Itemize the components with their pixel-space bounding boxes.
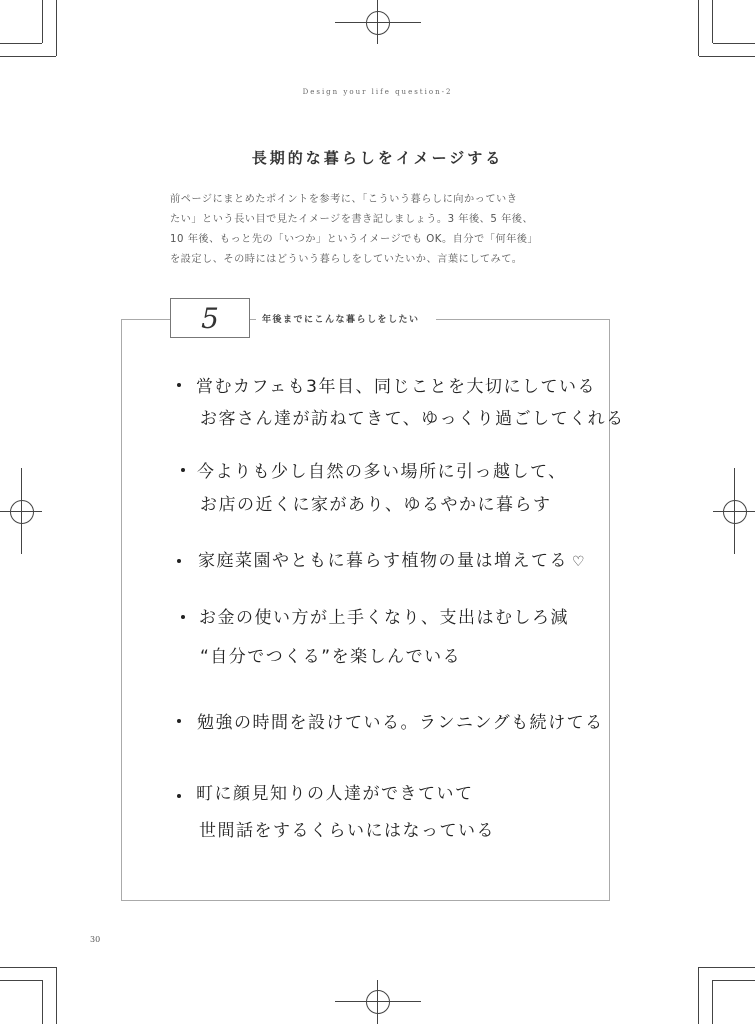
bullet-icon	[177, 383, 181, 387]
entry-line: お店の近くに家があり、ゆるやかに暮らす	[200, 495, 552, 515]
crop-mark	[42, 980, 43, 1024]
entry-line: 勉強の時間を設けている。ランニングも続けてる	[197, 713, 604, 733]
crop-mark	[0, 980, 42, 981]
registration-mark	[10, 500, 34, 524]
crop-mark	[712, 0, 713, 43]
bullet-icon	[177, 719, 181, 723]
entry-line: 営むカフェも3年目、同じことを大切にしている	[196, 377, 596, 397]
bullet-icon	[177, 794, 181, 798]
entry-line: 町に顔見知りの人達ができていて	[196, 784, 474, 804]
crop-mark	[699, 56, 755, 57]
running-head: Design your life question-2	[302, 88, 453, 96]
page-number: 30	[90, 935, 101, 944]
intro-line: 前ページにまとめたポイントを参考に、「こういう暮らしに向かっていき	[170, 194, 518, 205]
crop-mark	[42, 0, 43, 43]
intro-line: 10 年後、もっと先の「いつか」というイメージでも OK。自分で「何年後」	[170, 234, 539, 245]
crop-mark	[698, 967, 699, 1024]
entry-line: お金の使い方が上手くなり、支出はむしろ減	[199, 608, 569, 628]
intro-line: たい」という長い目で見たイメージを書き記しましょう。3 年後、5 年後、	[170, 214, 534, 225]
entry-line	[198, 546, 586, 571]
crop-mark	[712, 980, 713, 1024]
intro-paragraph	[170, 190, 595, 270]
bullet-icon	[177, 559, 181, 563]
entry-line: 世間話をするくらいにはなっている	[199, 821, 495, 841]
crop-mark	[56, 0, 57, 56]
crop-mark	[713, 980, 755, 981]
crop-mark	[0, 56, 56, 57]
crop-mark	[0, 967, 56, 968]
entry-line: お客さん達が訪ねてきて、ゆっくり過ごしてくれる	[200, 409, 625, 429]
registration-mark	[366, 990, 390, 1014]
prompt-label: 年後までにこんな暮らしをしたい	[256, 312, 436, 325]
bullet-icon	[181, 468, 185, 472]
crop-mark	[699, 967, 755, 968]
page-title: 長期的な暮らしをイメージする	[251, 149, 504, 167]
years-input-box[interactable]: 5	[170, 298, 250, 338]
entry-text: 家庭菜園やともに暮らす植物の量は増えてる	[198, 551, 568, 571]
entry-line: 今よりも少し自然の多い場所に引っ越して、	[197, 462, 567, 482]
entry-line: “自分でつくる”を楽しんでいる	[200, 647, 462, 667]
crop-mark	[0, 43, 42, 44]
bullet-icon	[181, 615, 185, 619]
heart-doodle-icon: ♡	[572, 554, 587, 570]
registration-mark	[366, 11, 390, 35]
crop-mark	[713, 43, 755, 44]
registration-mark	[723, 500, 747, 524]
intro-line: を設定し、その時にはどういう暮らしをしていたいか、言葉にしてみて。	[170, 254, 523, 265]
crop-mark	[698, 0, 699, 56]
crop-mark	[56, 967, 57, 1024]
